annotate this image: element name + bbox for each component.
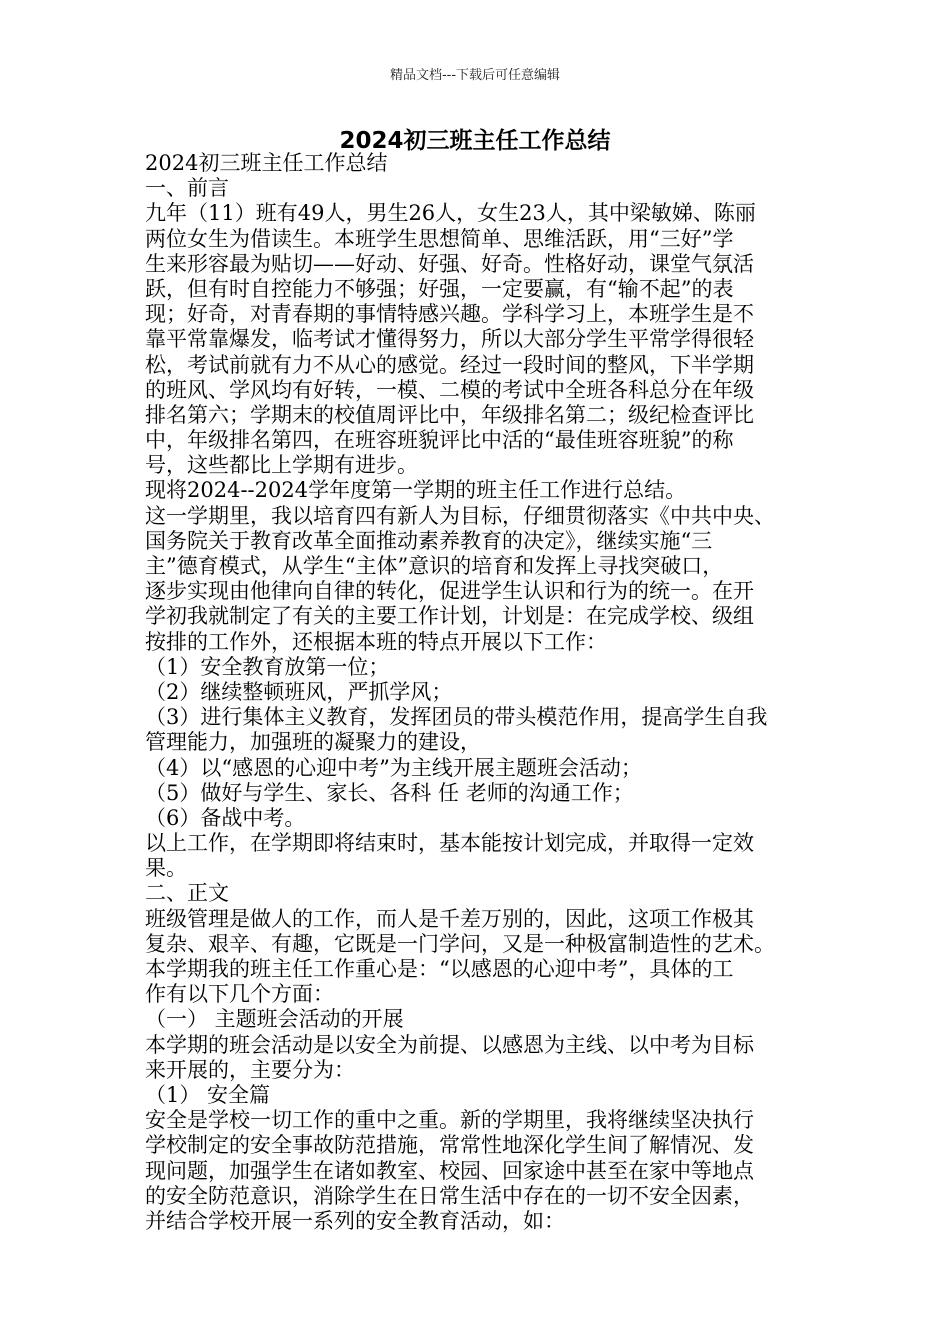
text-line: 两位女生为借读生。本班学生思想简单、思维活跃，用“三好”学 (145, 226, 734, 251)
text-line: （一） 主题班会活动的开展 (145, 1007, 404, 1032)
page-header-note: 精品文档---下载后可任意编辑 (389, 68, 561, 83)
text-line: 一、前言 (145, 176, 229, 201)
text-line: 并结合学校开展一系列的安全教育活动，如： (145, 1208, 565, 1233)
text-line: （6）备战中考。 (145, 805, 306, 830)
text-line: 九年（11）班有49人，男生26人，女生23人，其中梁敏娣、陈丽 (145, 201, 756, 226)
text-line: （5）做好与学生、家长、各科 任 老师的沟通工作； (145, 780, 634, 805)
text-line: 二、正文 (145, 881, 229, 906)
text-line: （2）继续整顿班风，严抓学风； (145, 679, 453, 704)
text-line: 以上工作，在学期即将结束时，基本能按计划完成，并取得一定效 (145, 831, 754, 856)
text-line: 学校制定的安全事故防范措施，常常性地深化学生间了解情况、发 (145, 1133, 754, 1158)
text-line: 来开展的，主要分为： (145, 1057, 355, 1082)
text-line: （1） 安全篇 (145, 1082, 271, 1107)
text-line: 主”德育模式，从学生“主体”意识的培育和发挥上寻找突破口， (145, 554, 724, 578)
text-line: 2024初三班主任工作总结 (145, 151, 388, 175)
text-line: （4）以“感恩的心迎中考”为主线开展主题班会活动； (145, 755, 642, 780)
text-line: 排名第六；学期末的校值周评比中，年级排名第二；级纪检查评比 (145, 402, 754, 427)
text-line: 号，这些都比上学期有进步。 (145, 453, 418, 478)
text-line: 本学期我的班主任工作重心是：“以感恩的心迎中考”，具体的工 (145, 957, 734, 981)
text-line: 的班风、学风均有好转，一模、二模的考试中全班各科总分在年级 (145, 377, 754, 402)
text-line: 现将2024--2024学年度第一学期的班主任工作进行总结。 (145, 478, 687, 503)
text-line: （3）进行集体主义教育，发挥团员的带头模范作用，提高学生自我 (145, 705, 768, 730)
text-line: 管理能力，加强班的凝聚力的建设， (145, 730, 481, 755)
text-line: 这一学期里，我以培育四有新人为目标，仔细贯彻落实《中共中央、 (145, 503, 775, 528)
text-line: 中，年级排名第四，在班容班貌评比中活的“最佳班容班貌”的称 (145, 428, 734, 453)
text-line: 现；好奇，对青春期的事情特感兴趣。学科学习上，本班学生是不 (145, 302, 754, 327)
text-line: 生来形容最为贴切——好动、好强、好奇。性格好动，课堂气氛活 (145, 251, 754, 276)
text-line: 作有以下几个方面： (145, 982, 334, 1007)
text-line: 复杂、艰辛、有趣，它既是一门学问，又是一种极富制造性的艺术。 (145, 931, 775, 956)
text-line: 现问题，加强学生在诸如教室、校园、回家途中甚至在家中等地点 (145, 1158, 754, 1183)
text-line: （1）安全教育放第一位； (145, 654, 390, 679)
text-line: 本学期的班会活动是以安全为前提、以感恩为主线、以中考为目标 (145, 1032, 754, 1057)
document-body (145, 151, 817, 1234)
text-line: 学初我就制定了有关的主要工作计划，计划是：在完成学校、级组 (145, 604, 754, 629)
text-line: 靠平常靠爆发，临考试才懂得努力，所以大部分学生平常学得很轻 (145, 327, 754, 352)
text-line: 安全是学校一切工作的重中之重。新的学期里，我将继续坚决执行 (145, 1108, 754, 1133)
text-line: 逐步实现由他律向自律的转化，促进学生认识和行为的统一。在开 (145, 579, 754, 604)
text-line: 果。 (145, 856, 187, 881)
text-line: 按排的工作外，还根据本班的特点开展以下工作： (145, 629, 607, 654)
text-line: 国务院关于教育改革全面推动素养教育的决定》，继续实施“三 (145, 528, 713, 553)
text-line: 班级管理是做人的工作，而人是千差万别的，因此，这项工作极其 (145, 906, 754, 931)
text-line: 跃，但有时自控能力不够强；好强，一定要赢，有“输不起”的表 (145, 276, 734, 301)
text-line: 的安全防范意识，消除学生在日常生活中存在的一切不安全因素， (145, 1183, 754, 1208)
text-line: 松，考试前就有力不从心的感觉。经过一段时间的整风，下半学期 (145, 352, 754, 377)
document-title: 2024初三班主任工作总结 (339, 128, 611, 154)
